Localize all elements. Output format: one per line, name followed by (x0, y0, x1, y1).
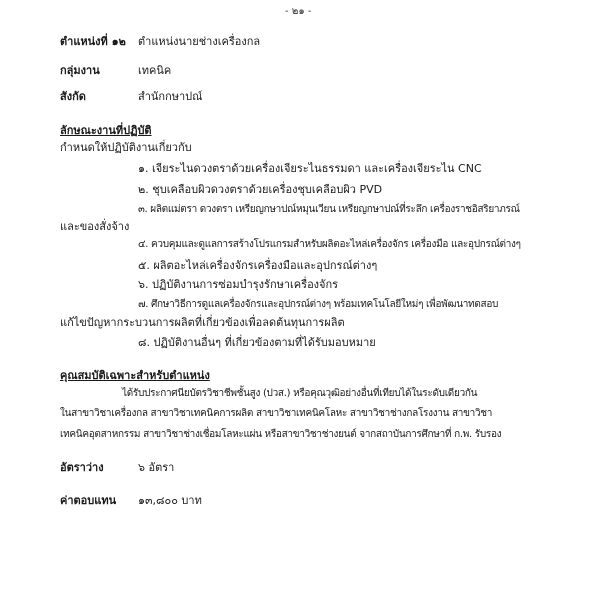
duty-item: ๘. ปฏิบัติงานอื่นๆ ที่เกี่ยวข้องตามที่ได้รับมอบหมาย (138, 336, 376, 349)
qualification-line: ในสาขาวิชาเครื่องกล สาขาวิชาเทคนิคการผลิต สาขาวิชาเทคนิคโลหะ สาขาวิชาช่างกลโรงงาน สาขาวิชา (60, 408, 493, 419)
qualification-line: เทคนิคอุตสาหกรรม สาขาวิชาช่างเชื่อมโลหะแผ่น หรือสาขาวิชาช่างยนต์ จากสถาบันการศึกษาที่ ก.พ. รับรอง (60, 429, 502, 440)
duty-item: ๖. ปฏิบัติงานการซ่อมบำรุงรักษาเครื่องจักร (138, 278, 339, 291)
duties-heading: ลักษณะงานที่ปฏิบัติ (60, 124, 152, 137)
duty-item: ๗. ศึกษาวิธีการดูแลเครื่องจักรและอุปกรณ์ต่างๆ พร้อมเทคโนโลยีใหม่ๆ เพื่อพัฒนาทดสอบ (138, 299, 499, 310)
position-value: ตำแหน่งนายช่างเครื่องกล (138, 35, 261, 48)
duty-item: ๔. ควบคุมและดูแลการสร้างโปรแกรมสำหรับผลิตอะไหล่เครื่องจักร เครื่องมือ และอุปกรณ์ต่างๆ (138, 239, 521, 250)
duty-item: ๓. ผลิตแม่ตรา ดวงตรา เหรียญกษาปณ์หมุนเวียน เหรียญกษาปณ์ที่ระลึก เครื่องราชอิสริยาภรณ์ (138, 204, 520, 215)
duty-item: ๒. ชุบเคลือบผิวดวงตราด้วยเครื่องชุบเคลือบผิว PVD (138, 183, 383, 196)
group-value: เทคนิค (138, 64, 172, 77)
rate-label: อัตราว่าง (60, 461, 104, 474)
duty-item-continuation: แก้ไขปัญหากระบวนการผลิตที่เกี่ยวข้องเพื่อลดต้นทุนการผลิต (60, 316, 345, 329)
affiliation-value: สำนักกษาปณ์ (138, 90, 203, 103)
group-label: กลุ่มงาน (60, 64, 100, 77)
salary-value: ๑๓,๘๐๐ บาท (138, 494, 202, 507)
duty-item-continuation: และของสั่งจ้าง (60, 220, 130, 233)
duties-intro: กำหนดให้ปฏิบัติงานเกี่ยวกับ (60, 141, 192, 154)
page-number: - ๒๑ - (285, 6, 312, 17)
qualification-line: ได้รับประกาศนียบัตรวิชาชีพชั้นสูง (ปวส.) หรือคุณวุฒิอย่างอื่นที่เทียบได้ในระดับเดียวกัน (122, 388, 478, 399)
affiliation-label: สังกัด (60, 90, 86, 103)
duty-item: ๕. ผลิตอะไหล่เครื่องจักรเครื่องมือและอุปกรณ์ต่างๆ (138, 259, 378, 272)
position-label: ตำแหน่งที่ ๑๒ (60, 35, 126, 48)
salary-label: ค่าตอบแทน (60, 494, 117, 507)
qualifications-heading: คุณสมบัติเฉพาะสำหรับตำแหน่ง (60, 369, 210, 382)
rate-value: ๖ อัตรา (138, 461, 175, 474)
duty-item: ๑. เจียระไนดวงตราด้วยเครื่องเจียระไนธรรมดา และเครื่องเจียระไน CNC (138, 162, 482, 175)
